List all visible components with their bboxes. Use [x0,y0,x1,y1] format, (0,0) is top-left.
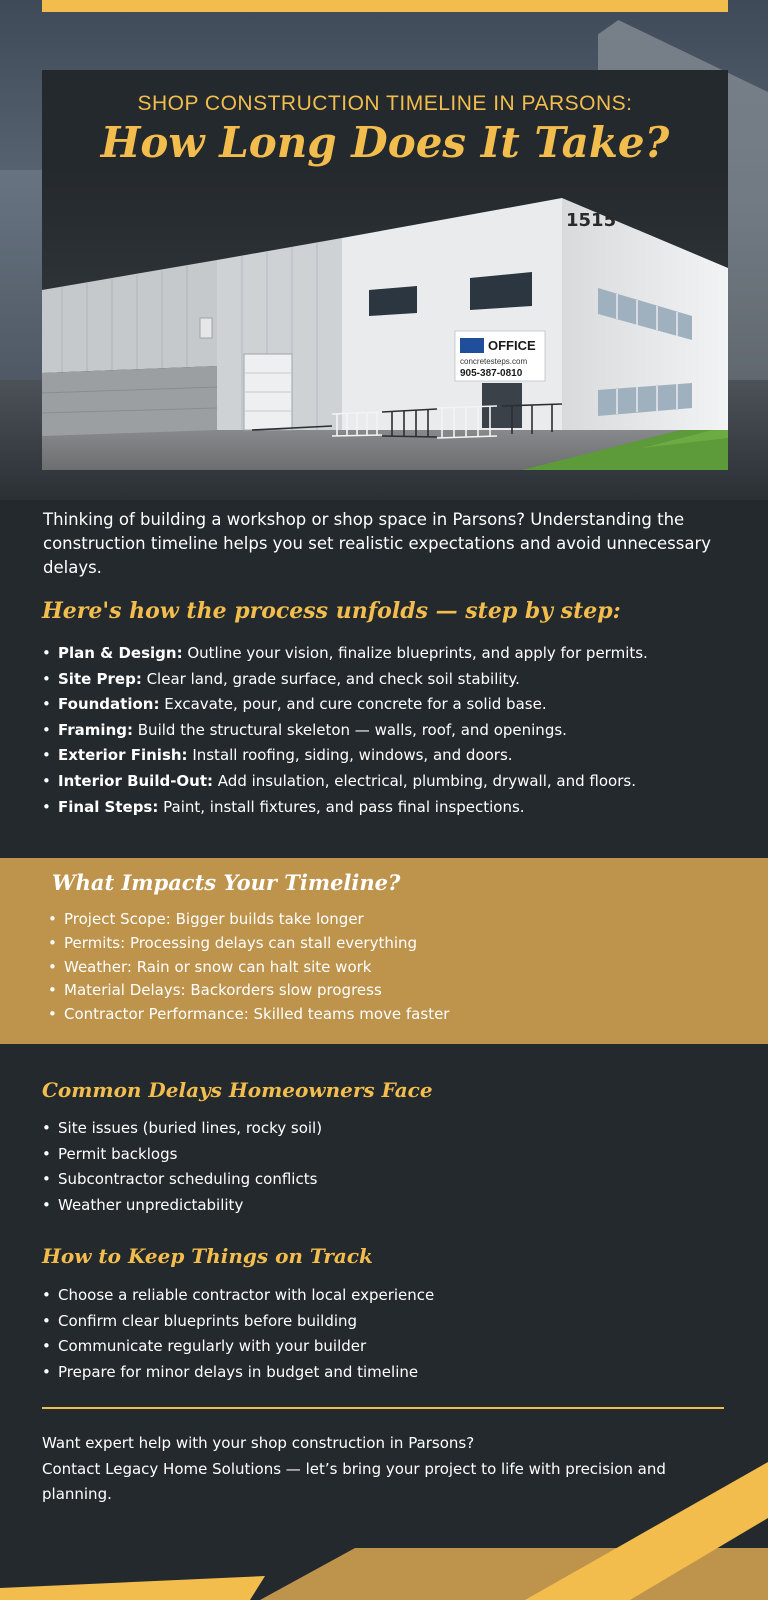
delays-list [42,1117,742,1219]
process-heading: Here's how the process unfolds — step by step: [42,598,621,624]
list-item: • Choose a reliable contractor with local experience [42,1284,742,1310]
cta-line-2: Contact Legacy Home Solutions — let’s bring your project to life with precision and planning. [42,1459,666,1503]
impacts-list [48,908,748,1027]
delays-heading: Common Delays Homeowners Face [42,1078,433,1102]
list-item: • Prepare for minor delays in budget and timeline [42,1361,742,1387]
hero-card [42,70,728,470]
intro-paragraph: Thinking of building a workshop or shop space in Parsons? Understanding the construction timeline helps you set realistic expectations and avoid unnecessary delays. [43,510,712,577]
list-item: • Confirm clear blueprints before building [42,1310,742,1336]
sign-phone: 905-387-0810 [460,368,523,379]
sign-url: concretesteps.com [460,357,528,366]
building-photo [42,168,728,470]
list-item: • Interior Build-Out: Add insulation, electrical, plumbing, drywall, and floors. [42,770,742,796]
impacts-heading: What Impacts Your Timeline? [52,870,401,895]
list-item: • Foundation: Excavate, pour, and cure concrete for a solid base. [42,693,742,719]
track-list [42,1284,742,1386]
hero-title: How Long Does It Take? [100,118,670,167]
top-accent-strip [42,0,728,12]
section-divider [42,1407,724,1409]
list-item: • Weather unpredictability [42,1194,742,1220]
list-item: • Contractor Performance: Skilled teams move faster [48,1003,748,1027]
building-number-label: 1515 [566,210,617,231]
track-heading: How to Keep Things on Track [42,1244,373,1268]
list-item: • Permits: Processing delays can stall everything [48,932,748,956]
list-item: • Permit backlogs [42,1143,742,1169]
impacts-band [0,858,768,1044]
list-item: • Weather: Rain or snow can halt site work [48,956,748,980]
list-item: • Subcontractor scheduling conflicts [42,1168,742,1194]
list-item: • Material Delays: Backorders slow progress [48,979,748,1003]
list-item: • Exterior Finish: Install roofing, siding, windows, and doors. [42,744,742,770]
process-steps-list [42,642,742,821]
list-item: • Site Prep: Clear land, grade surface, and check soil stability. [42,668,742,694]
hero-kicker: SHOP CONSTRUCTION TIMELINE IN PARSONS: [137,92,633,115]
cta-line-1: Want expert help with your shop construction in Parsons? [42,1434,475,1452]
list-item: • Framing: Build the structural skeleton — walls, roof, and openings. [42,719,742,745]
footer-decoration [0,1460,768,1600]
sign-title: OFFICE [488,338,536,353]
list-item: • Site issues (buried lines, rocky soil) [42,1117,742,1143]
list-item: • Plan & Design: Outline your vision, finalize blueprints, and apply for permits. [42,642,742,668]
list-item: • Project Scope: Bigger builds take longer [48,908,748,932]
list-item: • Final Steps: Paint, install fixtures, and pass final inspections. [42,796,742,822]
list-item: • Communicate regularly with your builder [42,1335,742,1361]
